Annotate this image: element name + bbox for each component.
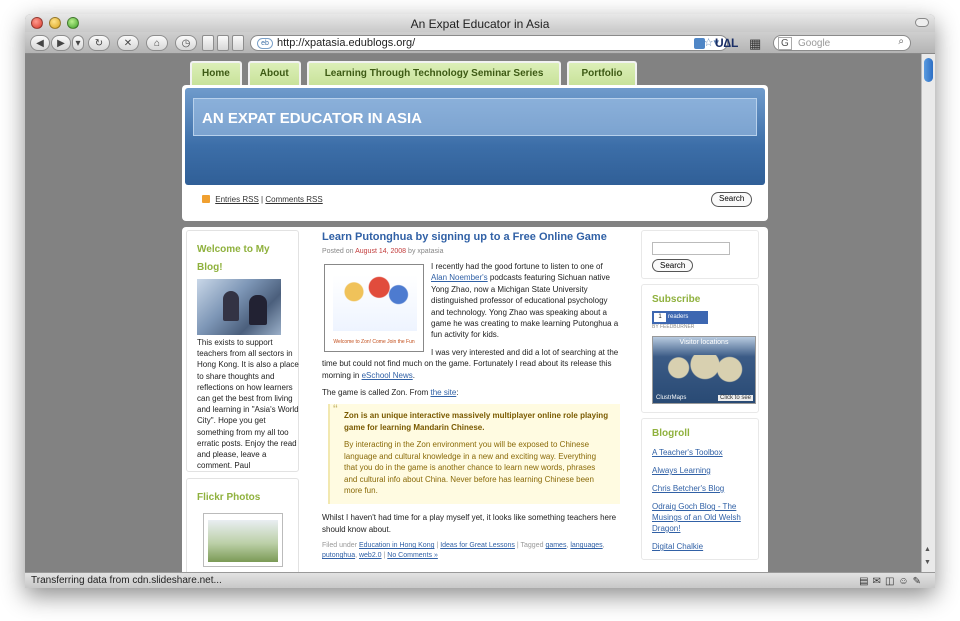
feedburner-brand: BY FEEDBURNER: [652, 324, 695, 330]
feed-count-label: readers: [668, 314, 689, 320]
url-text[interactable]: http://xpatasia.edublogs.org/: [277, 37, 416, 49]
the-site-link[interactable]: the site: [430, 388, 457, 398]
tag-link[interactable]: putonghua: [322, 552, 356, 560]
tag-link[interactable]: web2.0: [358, 552, 382, 560]
screenshot-icon[interactable]: [202, 35, 214, 51]
chevron-down-icon: ▾: [75, 37, 81, 49]
blockquote: [328, 401, 620, 504]
search-field[interactable]: [773, 35, 911, 51]
rss-icon: [202, 195, 210, 203]
classroom-photo: [197, 279, 281, 335]
site-identity-icon[interactable]: eb: [257, 38, 273, 49]
stop-icon: ✕: [123, 37, 133, 49]
blogroll-widget: [641, 418, 759, 560]
post-paragraph-2: I was very interested and did a lot of searching at the time but could not find much on the game. Fortunately I read about its release this morning in eSchool News.: [322, 347, 619, 380]
tab-about[interactable]: About: [248, 61, 301, 85]
category-link[interactable]: Ideas for Great Lessons: [440, 542, 515, 550]
addon-icon[interactable]: ▤: [859, 576, 869, 587]
header-banner: [185, 88, 765, 185]
post-author[interactable]: xpatasia: [417, 248, 444, 255]
google-engine-icon[interactable]: G: [778, 37, 792, 50]
category-link[interactable]: Education in Hong Kong: [358, 542, 435, 550]
nav-tabs: [190, 61, 637, 85]
status-bar: [25, 572, 935, 588]
feed-status-icon[interactable]: ◫: [884, 576, 895, 587]
posted-on-label: Posted on: [322, 248, 354, 255]
sidebar-search-button[interactable]: Search: [652, 259, 693, 272]
flickr-widget: [186, 478, 299, 572]
search-icon[interactable]: ⌕: [898, 36, 904, 47]
visitor-map[interactable]: [652, 336, 756, 404]
history-button[interactable]: [175, 35, 197, 51]
tag-link[interactable]: games: [545, 542, 567, 550]
home-icon: ⌂: [153, 37, 161, 49]
status-icons: [859, 574, 921, 588]
grid-menu-icon[interactable]: ▦: [749, 36, 762, 51]
post-title[interactable]: Learn Putonghua by signing up to a Free Online Game: [322, 231, 607, 243]
back-button[interactable]: [30, 35, 50, 51]
feedburner-badge[interactable]: [652, 311, 708, 324]
welcome-widget: [186, 230, 299, 472]
blog-title[interactable]: AN EXPAT EDUCATOR IN ASIA: [193, 98, 757, 136]
quote-bold-text: Zon is an unique interactive massively multiplayer online role playing game for learning Mandarin Chinese.: [344, 411, 609, 432]
tab-seminar-series[interactable]: Learning Through Technology Seminar Series: [307, 61, 562, 85]
scroll-down-arrow[interactable]: ▼: [924, 559, 931, 566]
window-title: An Expat Educator in Asia: [410, 17, 550, 31]
post-meta: [322, 248, 620, 255]
bookmark-star-icon[interactable]: ☆▾: [703, 37, 719, 49]
search-widget: [641, 230, 759, 279]
blog-header: [182, 85, 768, 221]
flickr-photo[interactable]: [203, 513, 283, 567]
tag-link[interactable]: languages: [570, 542, 603, 550]
smiley-icon[interactable]: ☺: [898, 576, 909, 587]
eschool-news-link[interactable]: eSchool News: [361, 370, 413, 380]
page-viewport: [25, 54, 921, 572]
by-label: by: [408, 248, 416, 255]
comments-rss-link[interactable]: Comments RSS: [265, 195, 323, 204]
quote-mark-icon: “: [333, 401, 338, 418]
post-paragraph-3: The game is called Zon. From the site:: [322, 388, 459, 398]
reload-button[interactable]: [88, 35, 110, 51]
history-dropdown-button[interactable]: [72, 35, 84, 51]
title-bar: [25, 14, 935, 32]
forward-button[interactable]: [51, 35, 71, 51]
content-area: [182, 227, 768, 572]
post-paragraph-4: Whilst I haven't had time for a play myself yet, it looks like something teachers here should know about.: [322, 513, 617, 534]
world-map-icon: [661, 355, 749, 387]
window-icon[interactable]: [217, 35, 229, 51]
entries-rss-link[interactable]: Entries RSS: [215, 195, 259, 204]
zon-game-image[interactable]: [324, 264, 424, 352]
alan-noember-link[interactable]: Alan Noember's: [431, 273, 488, 283]
blogroll-title: Blogroll: [652, 428, 690, 439]
right-sidebar: [641, 230, 759, 565]
home-button[interactable]: [146, 35, 168, 51]
left-sidebar: [186, 230, 299, 570]
blogroll-link[interactable]: Odraig Goch Blog - The Musings of an Old Welsh Dragon!: [652, 502, 741, 533]
clock-icon: ◷: [181, 37, 191, 49]
blogroll-link[interactable]: Chris Betcher's Blog: [652, 484, 725, 493]
zon-image-caption: Welcome to Zon! Come Join the Fun: [333, 338, 415, 345]
post-date[interactable]: August 14, 2008: [355, 248, 407, 255]
feed-separator: |: [261, 195, 264, 204]
scroll-up-arrow[interactable]: ▲: [924, 546, 931, 553]
browser-window: [25, 14, 935, 588]
header-search-button[interactable]: Search: [711, 192, 752, 207]
vertical-scrollbar[interactable]: [921, 54, 935, 572]
subscribe-title: Subscribe: [652, 294, 701, 305]
welcome-title: Welcome to My Blog!: [197, 244, 270, 273]
tab-home[interactable]: Home: [190, 61, 242, 85]
status-text: Transferring data from cdn.slideshare.net...: [31, 575, 222, 586]
subscribe-widget: [641, 284, 759, 413]
tab-portfolio[interactable]: Portfolio: [567, 61, 636, 85]
address-bar[interactable]: [250, 35, 728, 51]
post-paragraph-1: I recently had the good fortune to listen to one of Alan Noember's podcasts featuring Sichuan native Yong Zhao, now a Michigan State University distinguished professor of educational psychology and technology. Yong Zhao was speaking about a game he was creating to make learning Putonghua a fun activity for kids.: [431, 262, 619, 340]
quote-text: By interacting in the Zon environment you will be exposed to Chinese language and cultural knowledge in a new and exciting way. Everything that you do in the game is another chance to learn new words, phrases and cultural info about China. Never before has learning Chinese been more fun.: [344, 440, 597, 495]
browser-toolbar: [25, 32, 935, 54]
welcome-text: This exists to support teachers from all sectors in Hong Kong. It is also a place to share thoughts and reflections on how learners can get the best from living and learning in "Asia's World City". Hope you get something from my all too erratic posts. Enjoy the read and please, leave a comment. Paul: [197, 338, 299, 471]
map-title: Visitor locations: [679, 339, 729, 346]
mail-icon[interactable]: ✉: [872, 576, 881, 587]
stop-button[interactable]: [117, 35, 139, 51]
clustrmaps-brand: ClustrMaps: [656, 395, 687, 401]
feed-links: [202, 195, 323, 204]
post: [322, 230, 620, 561]
blogroll-link[interactable]: A Teacher's Toolbox: [652, 448, 723, 457]
tools-icon[interactable]: ✎: [912, 576, 921, 587]
reload-icon: ↻: [94, 37, 104, 49]
map-zoom-link[interactable]: Click to see: [719, 395, 751, 401]
back-arrow-icon: ◀: [36, 37, 44, 49]
sidebar-search-input[interactable]: [652, 242, 730, 255]
post-body: [322, 261, 620, 561]
scrollbar-thumb[interactable]: [924, 58, 933, 82]
print-icon[interactable]: [232, 35, 244, 51]
forward-arrow-icon: ▶: [57, 37, 65, 49]
toolbar-toggle-button[interactable]: [915, 18, 929, 27]
search-placeholder[interactable]: Google: [798, 37, 831, 49]
flickr-title: Flickr Photos: [197, 492, 261, 503]
post-footer: Filed under Education in Hong Kong | Ideas for Great Lessons | Tagged games, languages, putonghua, web2.0 | No Comments »: [322, 542, 605, 560]
extension-logo-icon[interactable]: U∆L: [715, 36, 739, 50]
comments-link[interactable]: No Comments »: [387, 552, 438, 560]
feed-count: 1: [654, 313, 666, 322]
blogroll-link[interactable]: Digital Chalkie: [652, 542, 704, 551]
blogroll-link[interactable]: Always Learning: [652, 466, 711, 475]
